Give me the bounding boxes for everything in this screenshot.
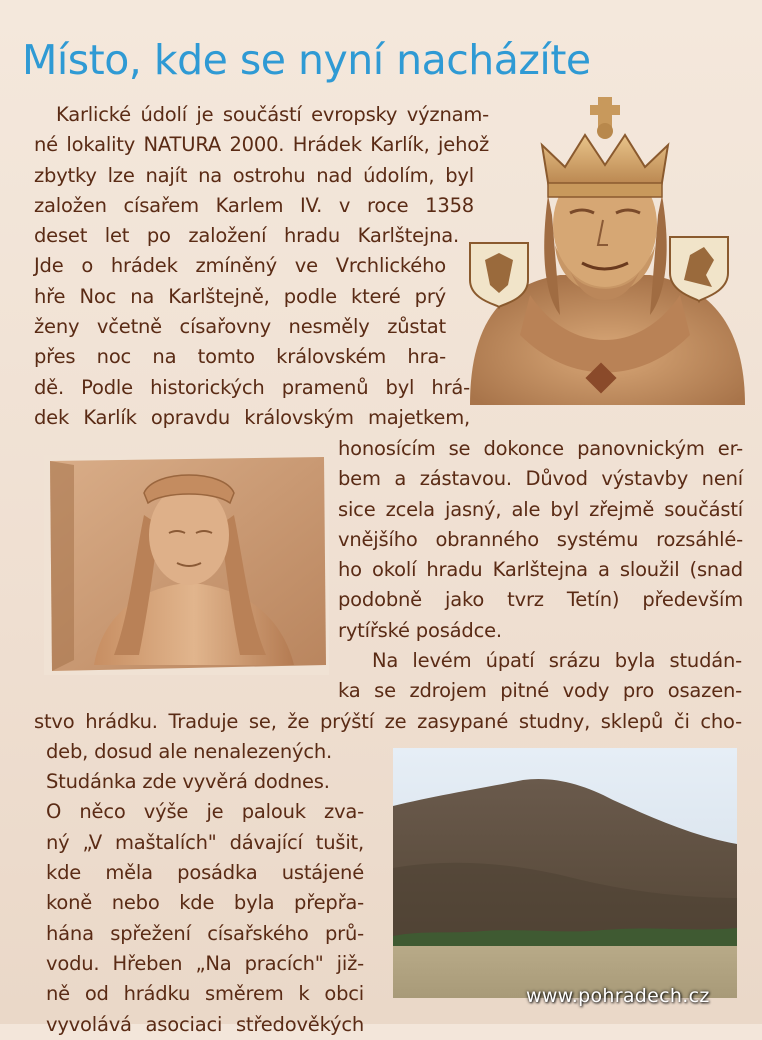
text-line: honosícím se dokonce panovnickým er- bbox=[338, 437, 743, 460]
text-line: deset let po založení hradu Karlštejna. bbox=[34, 224, 459, 248]
text-line: dě. Podle historických pramenů byl hrá- bbox=[34, 375, 470, 399]
text-line: deb, dosud ale nenalezených. bbox=[46, 739, 333, 763]
text-line: ný „V maštalích" dávající tušit, bbox=[46, 830, 364, 854]
text-line: koně nebo kde byla přepřa- bbox=[46, 891, 364, 915]
text-line: vyvolává asociaci středověkých bbox=[46, 1012, 364, 1036]
text-line: Karlické údolí je součástí evropsky význam- bbox=[56, 103, 489, 126]
hill-landscape-illustration bbox=[393, 748, 737, 998]
text-line: dek Karlík opravdu královským majetkem, bbox=[34, 405, 470, 429]
text-line: Jde o hrádek zmíněný ve Vrchlického bbox=[34, 254, 446, 278]
watermark: www.pohradech.cz bbox=[526, 985, 710, 1007]
empress-relief-image bbox=[44, 455, 329, 675]
text-line: založen císařem Karlem IV. v roce 1358 bbox=[34, 193, 474, 217]
text-line: kde měla posádka ustájené bbox=[46, 861, 364, 885]
text-line: vnějšího obranného systému rozsáhlé- bbox=[338, 527, 743, 551]
text-line: stvo hrádku. Traduje se, že prýští ze zasypané studny, sklepů či cho- bbox=[34, 709, 742, 733]
text-line: hře Noc na Karlštejně, podle které prý bbox=[34, 284, 446, 308]
text-line: O něco výše je palouk zva- bbox=[46, 800, 364, 824]
emperor-bust-illustration bbox=[460, 95, 750, 405]
emperor-bust-image bbox=[460, 95, 750, 405]
page-title: Místo, kde se nyní nacházíte bbox=[22, 36, 591, 84]
text-line: přes noc na tomto královském hra- bbox=[34, 345, 446, 369]
text-line: sice zcela jasný, ale byl zřejmě součástí bbox=[338, 497, 743, 521]
text-line: ně od hrádku směrem k obci bbox=[46, 982, 364, 1006]
text-line: bem a zástavou. Důvod výstavby není bbox=[338, 467, 743, 491]
text-line: Studánka zde vyvěrá dodnes. bbox=[46, 770, 330, 794]
text-line: Na levém úpatí srázu byla studán- bbox=[372, 649, 742, 672]
text-line: né lokality NATURA 2000. Hrádek Karlík, jehož bbox=[34, 133, 489, 157]
text-line: podobně jako tvrz Tetín) především bbox=[338, 588, 743, 612]
paragraph-2 bbox=[338, 434, 743, 646]
text-line: ženy včetně císařovny nesměly zůstat bbox=[34, 315, 446, 339]
empress-relief-illustration bbox=[44, 455, 329, 675]
text-line: ka se zdrojem pitné vody pro osazen- bbox=[338, 679, 742, 703]
text-line: ho okolí hradu Karlštejna a sloužil (snad bbox=[338, 558, 743, 582]
text-line: zbytky lze najít na ostrohu nad údolím, byl bbox=[34, 163, 474, 187]
text-line: hána spřežení císařského prů- bbox=[46, 921, 364, 945]
hill-landscape-image bbox=[393, 748, 737, 998]
paragraph-1 bbox=[34, 100, 489, 433]
text-line: vodu. Hřeben „Na pracích" již- bbox=[46, 951, 364, 975]
text-line: rytířské posádce. bbox=[338, 618, 502, 642]
